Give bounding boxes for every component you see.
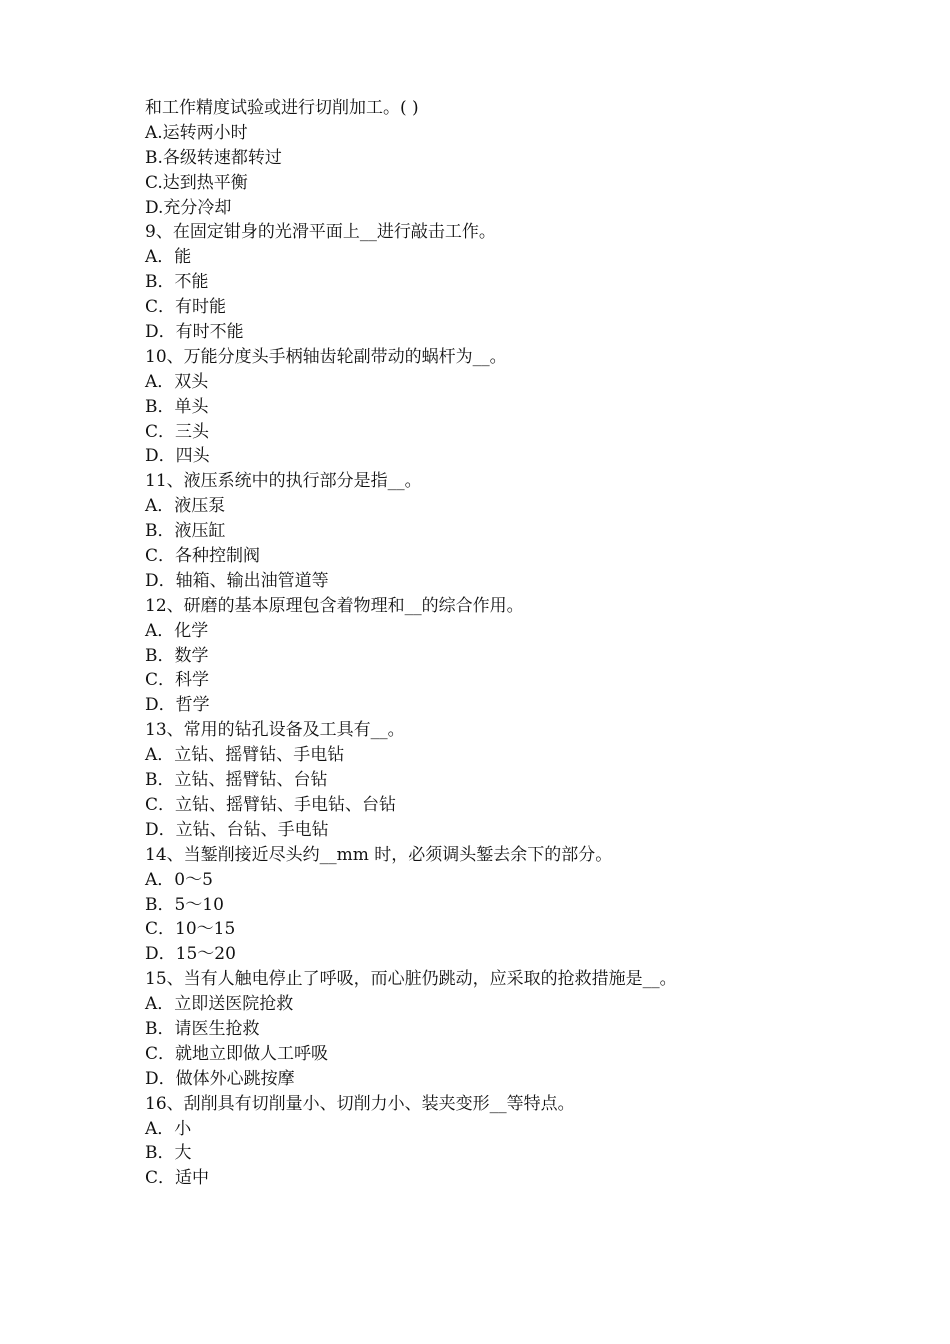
question-11: 11、液压系统中的执行部分是指__。 bbox=[145, 471, 422, 492]
option-line: C．有时能 bbox=[145, 297, 227, 318]
question-10: 10、万能分度头手柄轴齿轮副带动的蜗杆为__。 bbox=[145, 346, 507, 367]
option-line: A．液压泵 bbox=[145, 496, 226, 517]
document-page bbox=[145, 96, 865, 1191]
option-line: A．立钻、摇臂钻、手电钻 bbox=[145, 745, 345, 766]
question-15: 15、当有人触电停止了呼吸，而心脏仍跳动，应采取的抢救措施是__。 bbox=[145, 969, 677, 990]
question-continuation: 和工作精度试验或进行切削加工。( ) bbox=[145, 98, 419, 118]
option-line: C．就地立即做人工呼吸 bbox=[145, 1043, 329, 1064]
option-line: A．化学 bbox=[145, 620, 209, 641]
option-line: B．数学 bbox=[145, 645, 209, 666]
option-line: B．请医生抢救 bbox=[145, 1018, 260, 1039]
question-16: 16、刮削具有切削量小、切削力小、装夹变形__等特点。 bbox=[145, 1093, 575, 1114]
option-line: B.各级转速都转过 bbox=[145, 147, 282, 168]
option-line: A.运转两小时 bbox=[145, 122, 248, 143]
option-line: A．能 bbox=[145, 247, 192, 268]
question-9: 9、在固定钳身的光滑平面上__进行敲击工作。 bbox=[145, 222, 496, 243]
question-14: 14、当錾削接近尽头约__mm 时，必须调头錾去余下的部分。 bbox=[145, 844, 613, 865]
option-line: C.达到热平衡 bbox=[145, 172, 248, 193]
option-line: C．适中 bbox=[145, 1168, 210, 1189]
option-line: D．有时不能 bbox=[145, 322, 244, 343]
option-line: A．小 bbox=[145, 1118, 192, 1139]
option-line: B．不能 bbox=[145, 272, 209, 293]
option-line: C．10～15 bbox=[145, 919, 236, 940]
option-line: D．做体外心跳按摩 bbox=[145, 1068, 295, 1089]
option-line: B．立钻、摇臂钻、台钻 bbox=[145, 770, 328, 791]
option-line: A．0～5 bbox=[145, 869, 213, 890]
option-line: B．液压缸 bbox=[145, 521, 226, 542]
option-line: B．单头 bbox=[145, 396, 209, 417]
option-line: D．立钻、台钻、手电钻 bbox=[145, 819, 329, 840]
option-line: C．科学 bbox=[145, 670, 210, 691]
option-line: B．5～10 bbox=[145, 894, 224, 915]
option-line: D.充分冷却 bbox=[145, 197, 232, 218]
option-line: D．15～20 bbox=[145, 944, 236, 965]
question-13: 13、常用的钻孔设备及工具有__。 bbox=[145, 720, 405, 741]
option-line: C．各种控制阀 bbox=[145, 546, 261, 567]
option-line: B．大 bbox=[145, 1143, 192, 1164]
option-line: D．轴箱、输出油管道等 bbox=[145, 570, 329, 591]
option-line: C．立钻、摇臂钻、手电钻、台钻 bbox=[145, 794, 397, 815]
option-line: C．三头 bbox=[145, 421, 210, 442]
question-12: 12、研磨的基本原理包含着物理和__的综合作用。 bbox=[145, 595, 524, 616]
option-line: D．哲学 bbox=[145, 695, 210, 716]
option-line: A．双头 bbox=[145, 371, 209, 392]
option-line: D．四头 bbox=[145, 446, 210, 467]
option-line: A．立即送医院抢救 bbox=[145, 994, 294, 1015]
